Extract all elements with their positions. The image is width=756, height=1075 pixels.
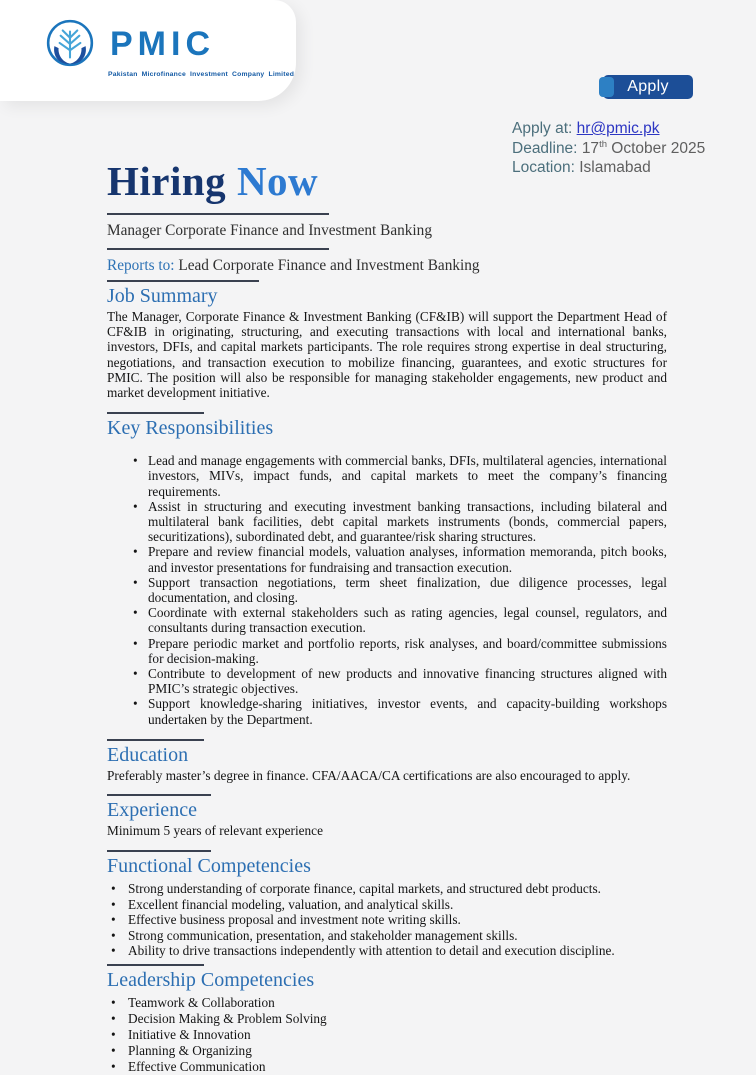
key-responsibilities-list bbox=[107, 453, 667, 727]
list-item: • Prepare periodic market and portfolio reports, risk analyses, and board/committee submissions for decision-making. bbox=[133, 636, 667, 666]
location-label: Location: bbox=[512, 159, 575, 176]
position-title: Manager Corporate Finance and Investment Banking bbox=[107, 222, 432, 239]
list-item: • Support knowledge-sharing initiatives, investor events, and capacity-building workshops undertaken by the Department. bbox=[133, 696, 667, 726]
education-text: Preferably master’s degree in finance. CFA/AACA/CA certifications are also encouraged to apply. bbox=[107, 767, 631, 783]
deadline-label: Deadline: bbox=[512, 139, 578, 157]
location-value: Islamabad bbox=[579, 159, 651, 176]
list-item: • Teamwork & Collaboration bbox=[111, 995, 667, 1011]
list-item: • Decision Making & Problem Solving bbox=[111, 1011, 667, 1027]
list-item: • Effective Communication bbox=[111, 1059, 667, 1075]
deadline-value: 17th October 2025 bbox=[581, 138, 706, 157]
pmic-logo-icon bbox=[44, 18, 96, 70]
list-item: • Ability to drive transactions independently with attention to detail and execution discipline. bbox=[111, 943, 667, 959]
divider bbox=[107, 248, 329, 250]
brand-wordmark: PMIC bbox=[110, 25, 215, 63]
list-item: • Support transaction negotiations, term sheet finalization, due diligence processes, legal documentation, and closing. bbox=[133, 575, 667, 605]
reports-to-value: Lead Corporate Finance and Investment Banking bbox=[174, 257, 480, 274]
section-heading-experience: Experience bbox=[107, 799, 197, 822]
apply-at-label: Apply at: bbox=[512, 120, 573, 137]
apply-button[interactable] bbox=[603, 75, 693, 99]
section-heading-education: Education bbox=[107, 743, 189, 766]
apply-button-accent bbox=[599, 77, 614, 97]
logo-card bbox=[0, 0, 296, 101]
list-item: • Excellent financial modeling, valuation, and analytical skills. bbox=[111, 897, 667, 913]
list-item: • Strong communication, presentation, and stakeholder management skills. bbox=[111, 928, 667, 944]
section-heading-key-responsibilities: Key Responsibilities bbox=[107, 417, 274, 440]
experience-text: Minimum 5 years of relevant experience bbox=[107, 823, 323, 839]
leadership-competencies-list bbox=[107, 995, 667, 1075]
apply-at-line bbox=[512, 119, 705, 139]
page-title bbox=[107, 160, 667, 202]
list-item: • Lead and manage engagements with commercial banks, DFIs, multilateral agencies, international investors, MIVs, impact funds, and capital markets to meet the company’s financing requirements. bbox=[133, 453, 667, 499]
job-posting-body bbox=[107, 160, 667, 1075]
reports-to-line bbox=[107, 256, 667, 276]
section-heading-leadership-competencies: Leadership Competencies bbox=[107, 968, 315, 991]
deadline-line bbox=[512, 139, 705, 159]
list-item: • Contribute to development of new products and innovative financing structures aligned with PMIC’s strategic objectives. bbox=[133, 666, 667, 696]
divider bbox=[107, 213, 329, 215]
list-item: • Initiative & Innovation bbox=[111, 1027, 667, 1043]
list-item: • Effective business proposal and investment note writing skills. bbox=[111, 912, 667, 928]
reports-to-label: Reports to: bbox=[107, 257, 175, 274]
brand-tagline: Pakistan Microfinance Investment Company Limited bbox=[108, 71, 295, 78]
section-heading-functional-competencies: Functional Competencies bbox=[107, 855, 311, 878]
divider bbox=[107, 850, 211, 852]
apply-button-label: Apply bbox=[627, 78, 669, 95]
list-item: • Planning & Organizing bbox=[111, 1043, 667, 1059]
divider bbox=[107, 412, 204, 414]
email-link[interactable]: hr@pmic.pk bbox=[576, 120, 660, 137]
divider bbox=[107, 794, 211, 796]
list-item: • Assist in structuring and executing investment banking transactions, including bilateral and multilateral bank facilities, debt capital markets instruments (bonds, commercial papers, securitizations), subordinated debt, and guarantee/risk sharing structures. bbox=[133, 499, 667, 545]
divider bbox=[107, 739, 204, 741]
title-now: Now bbox=[226, 158, 319, 204]
list-item: • Strong understanding of corporate finance, capital markets, and structured debt products. bbox=[111, 881, 667, 897]
divider bbox=[107, 964, 204, 966]
section-heading-job-summary: Job Summary bbox=[107, 285, 218, 307]
functional-competencies-list bbox=[107, 881, 667, 959]
title-hiring: Hiring bbox=[107, 158, 227, 204]
list-item: • Coordinate with external stakeholders such as rating agencies, legal counsel, regulators, and consultants during transaction execution. bbox=[133, 605, 667, 635]
divider bbox=[107, 280, 259, 282]
list-item: • Prepare and review financial models, valuation analyses, information memoranda, pitch books, and investor presentations for fundraising and transaction execution. bbox=[133, 544, 667, 574]
job-summary-text: The Manager, Corporate Finance & Investment Banking (CF&IB) will support the Department Head of CF&IB in originating, structuring, and executing transactions with local and international banks, investors, DFIs, and capital markets participants. The role requires strong expertise in deal structuring, negotiations, and transaction execution to mobilize financing, guarantees, and exotic structures for PMIC. The position will also be responsible for managing stakeholder engagements, new product and market development initiative. bbox=[107, 309, 667, 401]
